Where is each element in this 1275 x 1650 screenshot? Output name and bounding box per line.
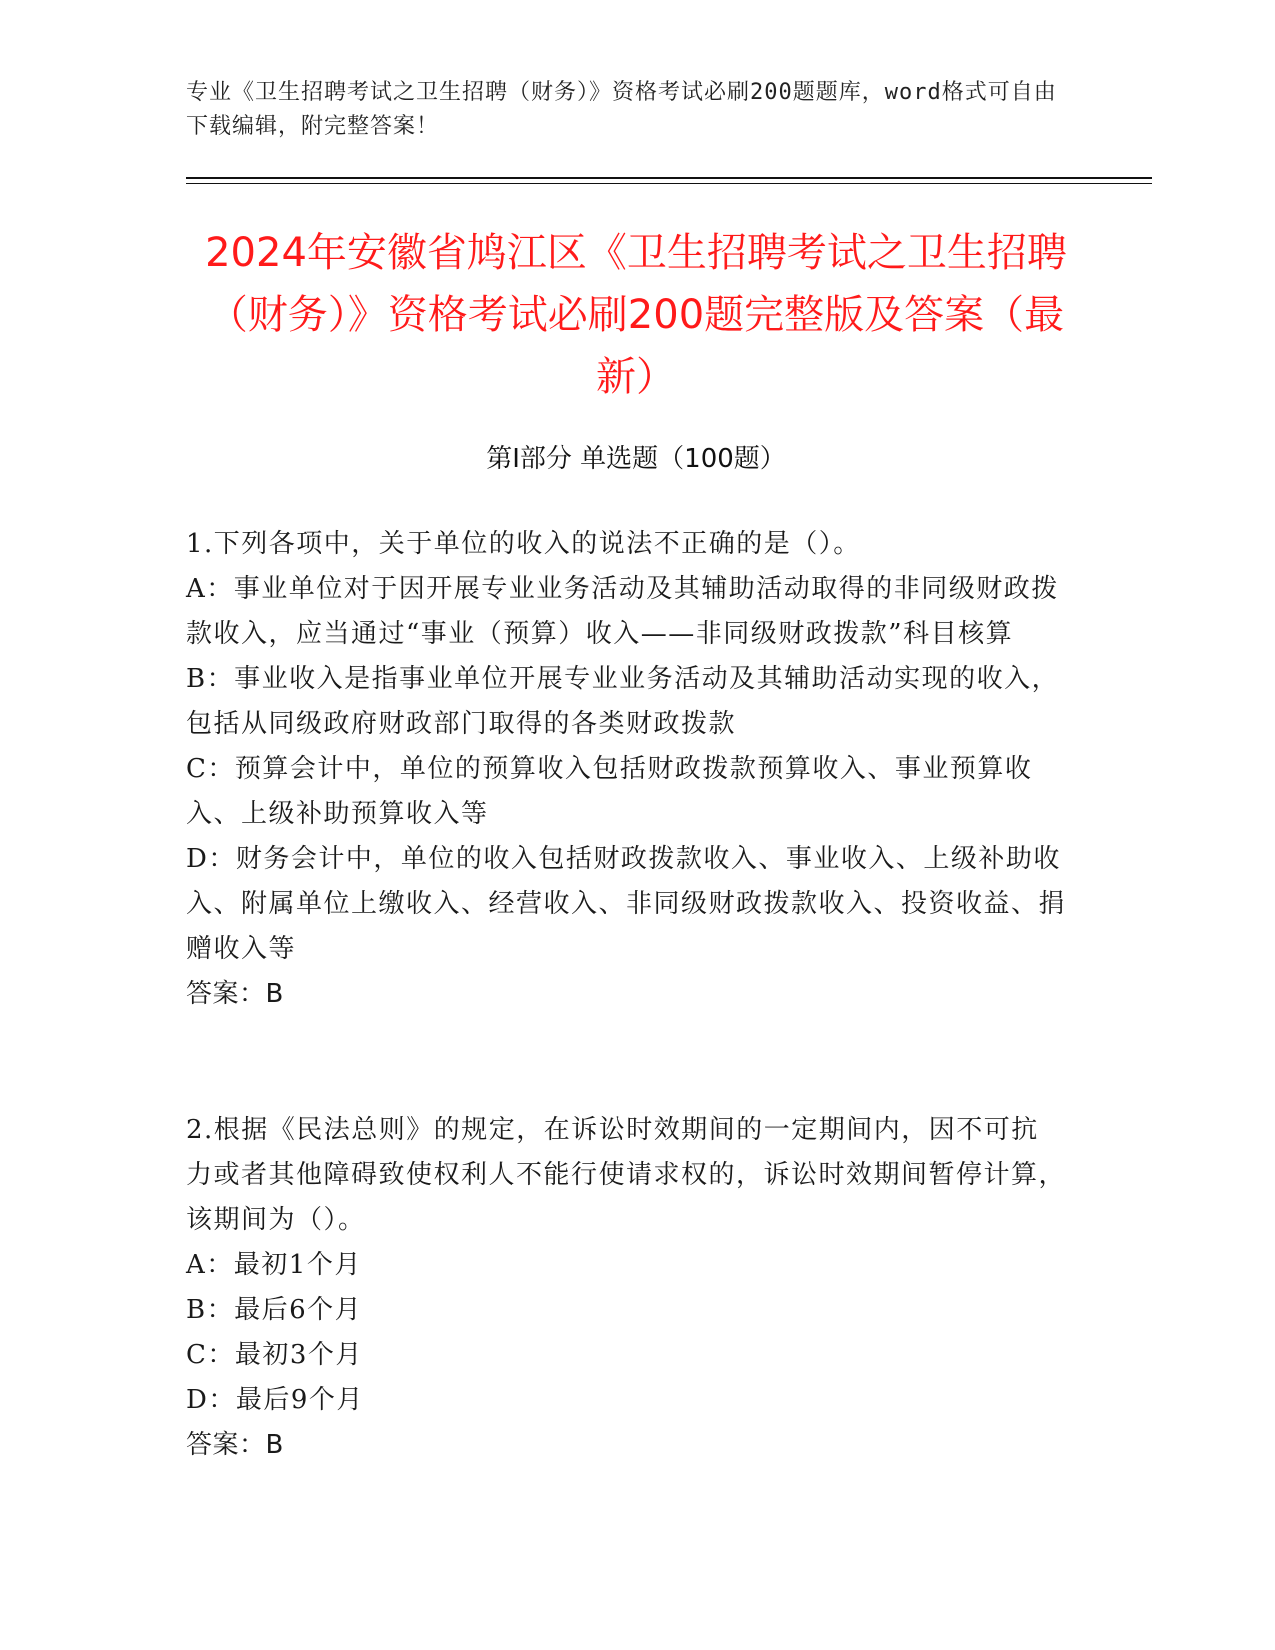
option-a: A：事业单位对于因开展专业业务活动及其辅助活动取得的非同级财政拨款收入，应当通过“事业（预算）收入——非同级财政拨款”科目核算 <box>186 574 1059 649</box>
header-note: 专业《卫生招聘考试之卫生招聘（财务）》资格考试必刷200题题库，word格式可自由下载编辑，附完整答案！ <box>186 80 1057 139</box>
question-stem: 1.下列各项中，关于单位的收入的说法不正确的是（）。 <box>186 529 861 559</box>
document-title: 2024年安徽省鸠江区《卫生招聘考试之卫生招聘（财务）》资格考试必刷200题完整版及答案（最新） <box>205 230 1067 400</box>
option-b: B：最后6个月 <box>186 1295 363 1325</box>
option-d: D：财务会计中，单位的收入包括财政拨款收入、事业收入、上级补助收入、附属单位上缴收入、经营收入、非同级财政拨款收入、投资收益、捐赠收入等 <box>186 844 1067 964</box>
answer: 答案：B <box>186 1430 284 1460</box>
option-a: A：最初1个月 <box>186 1250 362 1280</box>
option-c: C：预算会计中，单位的预算收入包括财政拨款预算收入、事业预算收入、上级补助预算收入等 <box>186 754 1033 829</box>
header-divider-thick <box>186 177 1152 179</box>
question-2 <box>186 1108 1066 1468</box>
section-title: 第Ⅰ部分 单选题（100题） <box>486 444 786 474</box>
header-divider-thin <box>186 183 1152 184</box>
option-d: D：最后9个月 <box>186 1385 364 1415</box>
option-c: C：最初3个月 <box>186 1340 363 1370</box>
option-b: B：事业收入是指事业单位开展专业业务活动及其辅助活动实现的收入，包括从同级政府财政部门取得的各类财政拨款 <box>186 664 1060 739</box>
answer: 答案：B <box>186 979 284 1009</box>
question-1 <box>186 522 1066 1017</box>
question-stem: 2.根据《民法总则》的规定，在诉讼时效期间的一定期间内，因不可抗力或者其他障碍致使权利人不能行使请求权的，诉讼时效期间暂停计算，该期间为（）。 <box>186 1115 1067 1235</box>
